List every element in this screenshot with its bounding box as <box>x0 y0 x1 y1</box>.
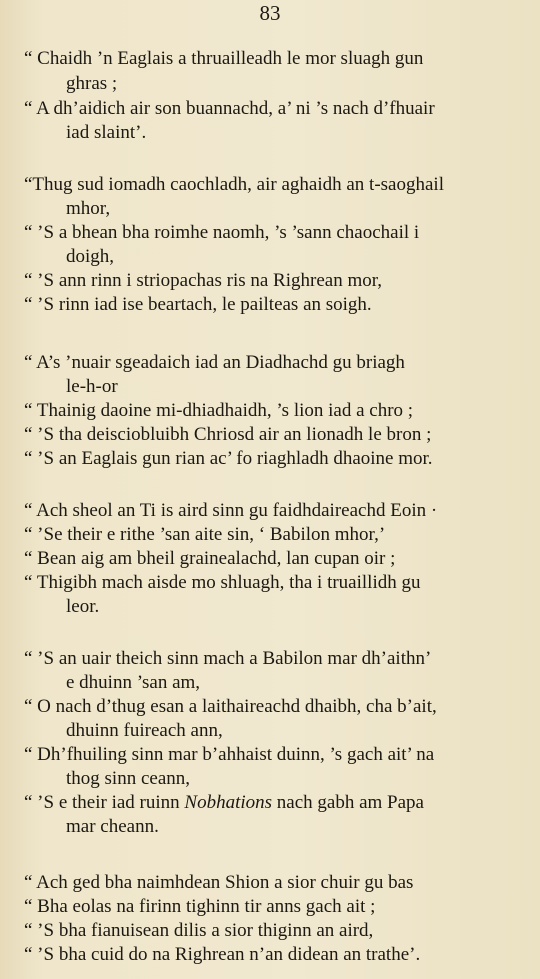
verse-line-continuation: e dhuinn ’san am, <box>66 672 201 693</box>
verse-line: “ A dh’aidich air son buannachd, a’ ni ’s nach d’fhuair <box>24 98 435 119</box>
verse-line-continuation: thog sinn ceann, <box>66 768 191 789</box>
verse-line: “ Thainig daoine mi-dhiadhaidh, ’s lion iad a chro ; <box>24 400 414 421</box>
page-number: 83 <box>259 1 281 25</box>
verse-text: “ ’S e their iad ruinn <box>24 792 180 813</box>
italic-word: Nobhations <box>184 792 273 813</box>
verse-line: “ A’s ’nuair sgeadaich iad an Diadhachd gu briagh <box>24 352 405 373</box>
verse-line: “ Ach ged bha naimhdean Shion a sior chuir gu bas <box>24 872 414 893</box>
verse-line: “ ’S bha cuid do na Righrean n’an didean an trathe’. <box>24 944 421 965</box>
verse-line: “ ’S ann rinn i striopachas ris na Righrean mor, <box>24 270 383 291</box>
verse-line: “ Bean aig am bheil grainealachd, lan cupan oir ; <box>24 548 396 569</box>
verse-line: “Thug sud iomadh caochladh, air aghaidh an t-saoghail <box>24 174 444 195</box>
verse-line-continuation: mar cheann. <box>66 816 159 837</box>
verse-line-continuation: doigh, <box>66 246 115 267</box>
verse-line-continuation: ghras ; <box>66 73 118 94</box>
verse-line: “ ’Se their e rithe ’san aite sin, ‘ Babilon mhor,’ <box>24 524 386 545</box>
verse-line-continuation: dhuinn fuireach ann, <box>66 720 223 741</box>
verse-line-with-italic <box>24 792 424 814</box>
verse-line: “ ’S a bhean bha roimhe naomh, ’s ’sann chaochail i <box>24 222 420 243</box>
verse-line-continuation: le-h-or <box>66 376 118 397</box>
verse-line: “ ’S rinn iad ise beartach, le pailteas an soigh. <box>24 294 372 315</box>
verse-line: “ ’S an Eaglais gun rian ac’ fo riaghladh dhaoine mor. <box>24 448 433 469</box>
verse-line: “ Ach sheol an Ti is aird sinn gu faidhdaireachd Eoin · <box>24 500 438 521</box>
verse-text: nach gabh am Papa <box>276 792 424 813</box>
verse-line: “ ’S tha deisciobluibh Chriosd air an lionadh le bron ; <box>24 424 432 445</box>
verse-line: “ O nach d’thug esan a laithaireachd dhaibh, cha b’ait, <box>24 696 437 717</box>
verse-line: “ Dh’fhuiling sinn mar b’ahhaist duinn, ’s gach ait’ na <box>24 744 435 765</box>
verse-line: “ Thigibh mach aisde mo shluagh, tha i truaillidh gu <box>24 572 421 593</box>
verse-line: “ ’S an uair theich sinn mach a Babilon mar dh’aithn’ <box>24 648 432 669</box>
verse-line: “ Bha eolas na firinn tighinn tir anns gach ait ; <box>24 896 376 917</box>
verse-line: “ Chaidh ’n Eaglais a thruailleadh le mor sluagh gun <box>24 48 424 69</box>
verse-line-continuation: iad slaint’. <box>66 122 147 143</box>
verse-line-continuation: leor. <box>66 596 100 617</box>
verse-line-continuation: mhor, <box>66 198 111 219</box>
verse-line: “ ’S bha fianuisean dilis a sior thiginn an aird, <box>24 920 374 941</box>
